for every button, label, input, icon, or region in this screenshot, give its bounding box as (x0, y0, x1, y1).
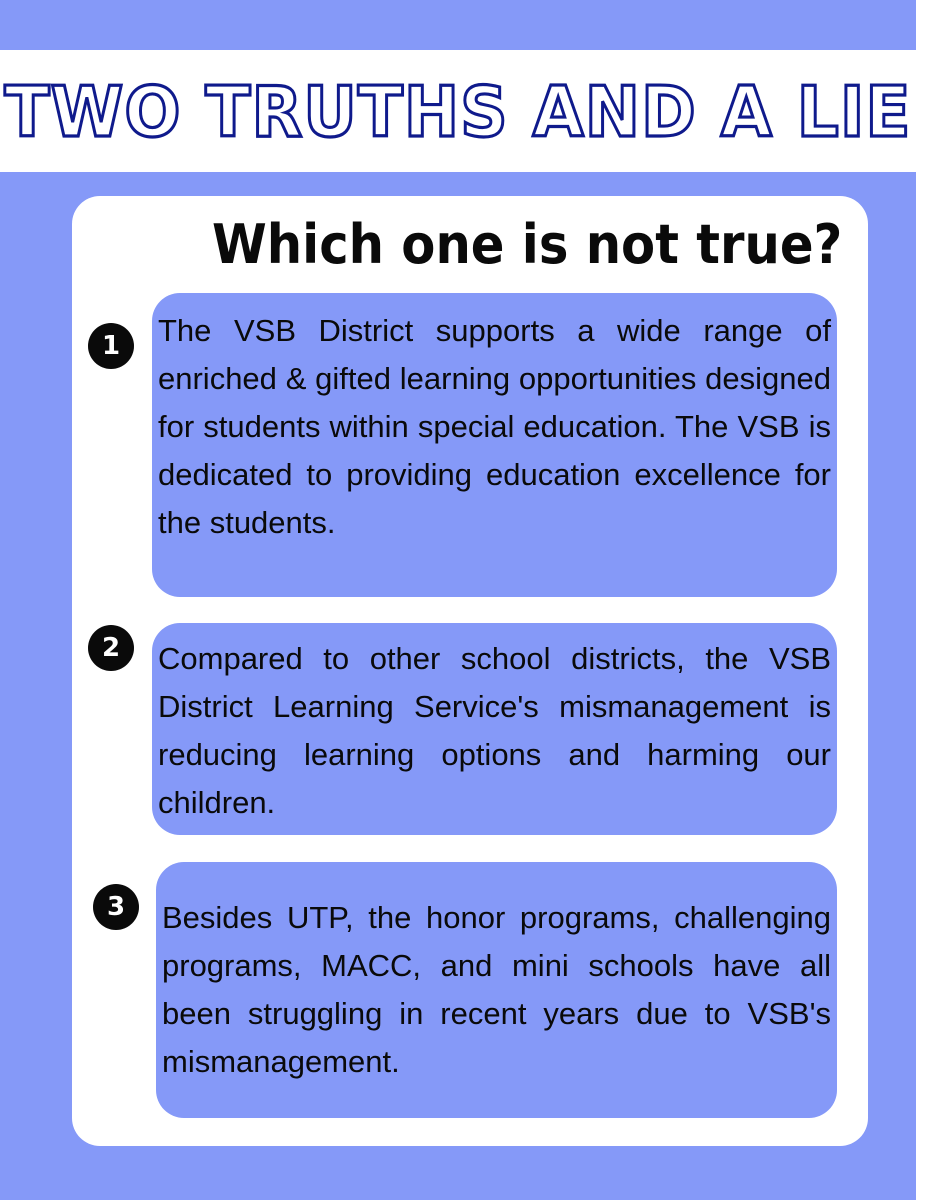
statement-text-2: Compared to other school districts, the VSB District Learning Service's mismanagement is reducing learning options and harming our children. (158, 641, 831, 820)
number-badge-1: 1 (88, 323, 134, 369)
question-heading: Which one is not true? (212, 213, 843, 276)
right-edge-strip (916, 0, 927, 1200)
number-badge-3: 3 (93, 884, 139, 930)
number-badge-2: 2 (88, 625, 134, 671)
top-color-band (0, 0, 916, 50)
statement-box-1 (152, 293, 837, 597)
statement-text-3: Besides UTP, the honor programs, challenging programs, MACC, and mini schools have all been struggling in recent years due to VSB's mismanagement. (162, 900, 831, 1079)
statement-box-2 (152, 623, 837, 835)
statement-text-1: The VSB District supports a wide range of enriched & gifted learning opportunities designed for students within special education. The VSB is dedicated to providing education excellence for the students. (158, 313, 831, 540)
statement-box-3 (156, 862, 837, 1118)
page-title: TWO TRUTHS AND A LIE (4, 72, 912, 153)
